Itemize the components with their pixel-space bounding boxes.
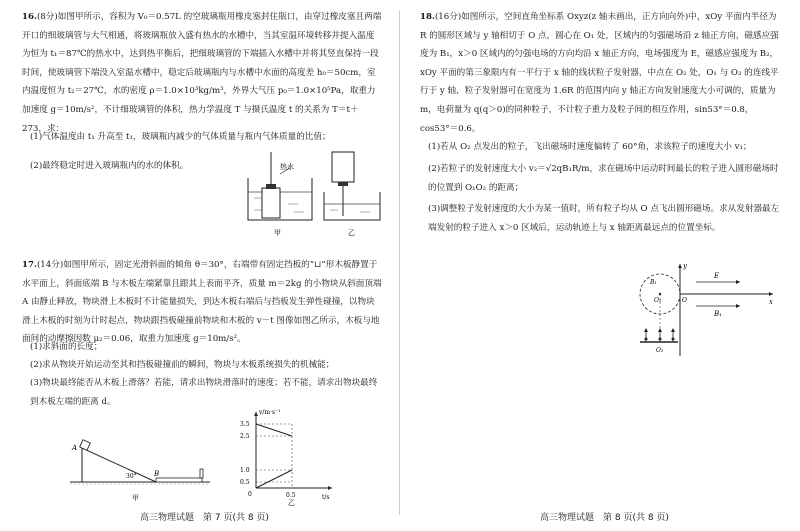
q17-sub1: (1)求斜面的长度； [30, 342, 103, 352]
q18-sub1: (1)若从 O₂ 点发出的粒子，飞出磁场时速度偏转了 60°角，求该粒子的速度大小 v₁； [428, 142, 752, 152]
q18-figure [628, 260, 778, 358]
q16-text [22, 8, 382, 138]
label-angle: 30° [126, 473, 137, 480]
board-velocity-line [256, 470, 292, 488]
q17-figure-a [64, 436, 214, 504]
axis-x: x [769, 298, 773, 306]
label-O2: O₂ [656, 347, 664, 354]
figure-b-tank [324, 152, 380, 220]
label-A: A [72, 444, 78, 452]
y-tick-2.5: 2.5 [240, 433, 250, 440]
q18-number: 18. [420, 12, 435, 22]
q17-text [22, 256, 382, 349]
q17-sub2: (2)求从物块开始运动至其和挡板碰撞前的瞬间，物块与木板系统损失的机械能； [30, 360, 335, 370]
q17-sub3: (3)物块最终能否从木板上滑落？若能，请求出物块滑落时的速度；若不能，请求出物块最终到木板左端的距离 d。 [30, 378, 378, 407]
graph-x-label: t/s [322, 494, 330, 501]
q16-figure [240, 148, 390, 240]
q18-text [420, 8, 782, 138]
axis-y: y [683, 262, 687, 270]
label-fig-b: 乙 [348, 229, 355, 237]
label-E: E [714, 272, 720, 280]
q16-body: (8分)如图甲所示，容积为 V₀＝0.57L 的空玻璃瓶用橡皮塞封住瓶口，由穿过橡皮塞且两端开口的细玻璃管与大气相通，将玻璃瓶放入盛有热水的水槽中，当其室温环境转移并提入温度为恒为 t₁＝87℃的热水中，达到热平衡后，把细玻璃管的下端插入水槽中并将其竖直保持一段时间，使玻璃管下端没入室温水槽中，稳定后玻璃瓶内与水槽中水面的高度差 h₀＝50cm，室内温度恒为 t₂＝27℃，水的密度 ρ＝1.0×10³kg/m³，外界大气压 p₀＝1.0×10⁵Pa，取重力加速度 g＝10m/s²，不计细玻璃管的体积，热力学温度 T 与摄氏温度 t 的关系为 T＝t＋273，求： [22, 12, 382, 134]
x-tick-0.5: 0.5 [286, 492, 296, 499]
y-tick-3.5: 3.5 [240, 421, 250, 428]
label-B: B [154, 470, 160, 478]
block-velocity-line [256, 424, 292, 436]
label-fig-a2: 甲 [132, 494, 139, 502]
label-hot-water: 热水 [280, 163, 294, 171]
q17-body: (14分)如图甲所示，固定光滑斜面的倾角 θ＝30°，右端带有固定挡板的“⊔”形木板静置于水平面上，斜面底端 B 与木板左端紧靠且跟其上表面平齐，质量 m＝2kg 的小物块从斜面顶端 A 由静止释放，物块滑上木板时不计能量损失，到达木板右端后与挡板发生弹性碰撞，以物块滑上木板的时刻为计时起点，物块跟挡板碰撞前物块和木板的 v－t 图像如图乙所示，木板与地面间的动摩擦因数 μ₂＝0.06，取重力加速度 g＝10m/s²。 [22, 260, 382, 345]
q16-sub2: (2)最终稳定时进入玻璃瓶内的水的体积。 [30, 161, 189, 171]
label-fig-b2: 乙 [288, 499, 295, 506]
label-B2: B₁ [714, 310, 722, 318]
y-tick-1.0: 1.0 [240, 467, 250, 474]
emitter-arrows [644, 328, 675, 342]
q16-sub1: (1)气体温度由 t₁ 升高至 t₁，玻璃瓶内减少的气体质量与瓶内气体质量的比值； [30, 132, 331, 142]
page-8 [400, 0, 800, 531]
q17-number: 17. [22, 260, 37, 270]
graph-y-label: v/m·s⁻¹ [259, 409, 281, 416]
footer-page-7: 高三物理试题 第 7 页(共 8 页) [140, 513, 269, 523]
graph-origin: 0 [248, 491, 252, 498]
label-O: O [682, 297, 687, 304]
label-fig-a: 甲 [274, 229, 281, 237]
q17-vt-graph [232, 406, 342, 506]
q18-sub3: (3)调整粒子发射速度的大小为某一值时，所有粒子均从 O 点飞出圆形磁场。求从发射器最左端发射的粒子进入 x＞0 区域后，运动轨迹上与 x 轴距离最远点的位置坐标。 [428, 204, 780, 233]
y-tick-0.5: 0.5 [240, 479, 250, 486]
label-B1: B₁ [650, 279, 657, 286]
label-O1: O₁ [654, 297, 662, 304]
q16-number: 16. [22, 12, 37, 22]
q18-sub2: (2)若粒子的发射速度大小 v₂＝√2qB₁R/m，求在磁场中运动时间最长的粒子进入圆形磁场时的位置到 O₁O₂ 的距离； [428, 164, 779, 193]
footer-page-8: 高三物理试题 第 8 页(共 8 页) [540, 513, 669, 523]
q18-body: (16分)如图所示，空间直角坐标系 Oxyz(z 轴未画出，正方向向外)中，xOy 平面内半径为 R 的圆形区域与 y 轴相切于 O 点，圆心在 O₁ 处，区域内的匀强磁场沿 z 轴正方向，磁感应强度为 B₁，x＞0 区域内的匀强电场的方向均沿 x 轴正方向，电场强度为 E，磁感应强度为 B₂，xOy 平面的第三象限内有一平行于 x 轴的线状粒子发射器，中点在 O₂ 处，O₁ 与 O₂ 的连线平行于 y 轴，粒子发射器可在宽度为 1.6R 的范围内向 y 轴正方向发射速度大小可调的，质量为 m，电荷量为 q(q＞0)的同种粒子，不计粒子重力及粒子间的相互作用，sin53°＝0.8，cos53°＝0.6。 [420, 12, 779, 134]
